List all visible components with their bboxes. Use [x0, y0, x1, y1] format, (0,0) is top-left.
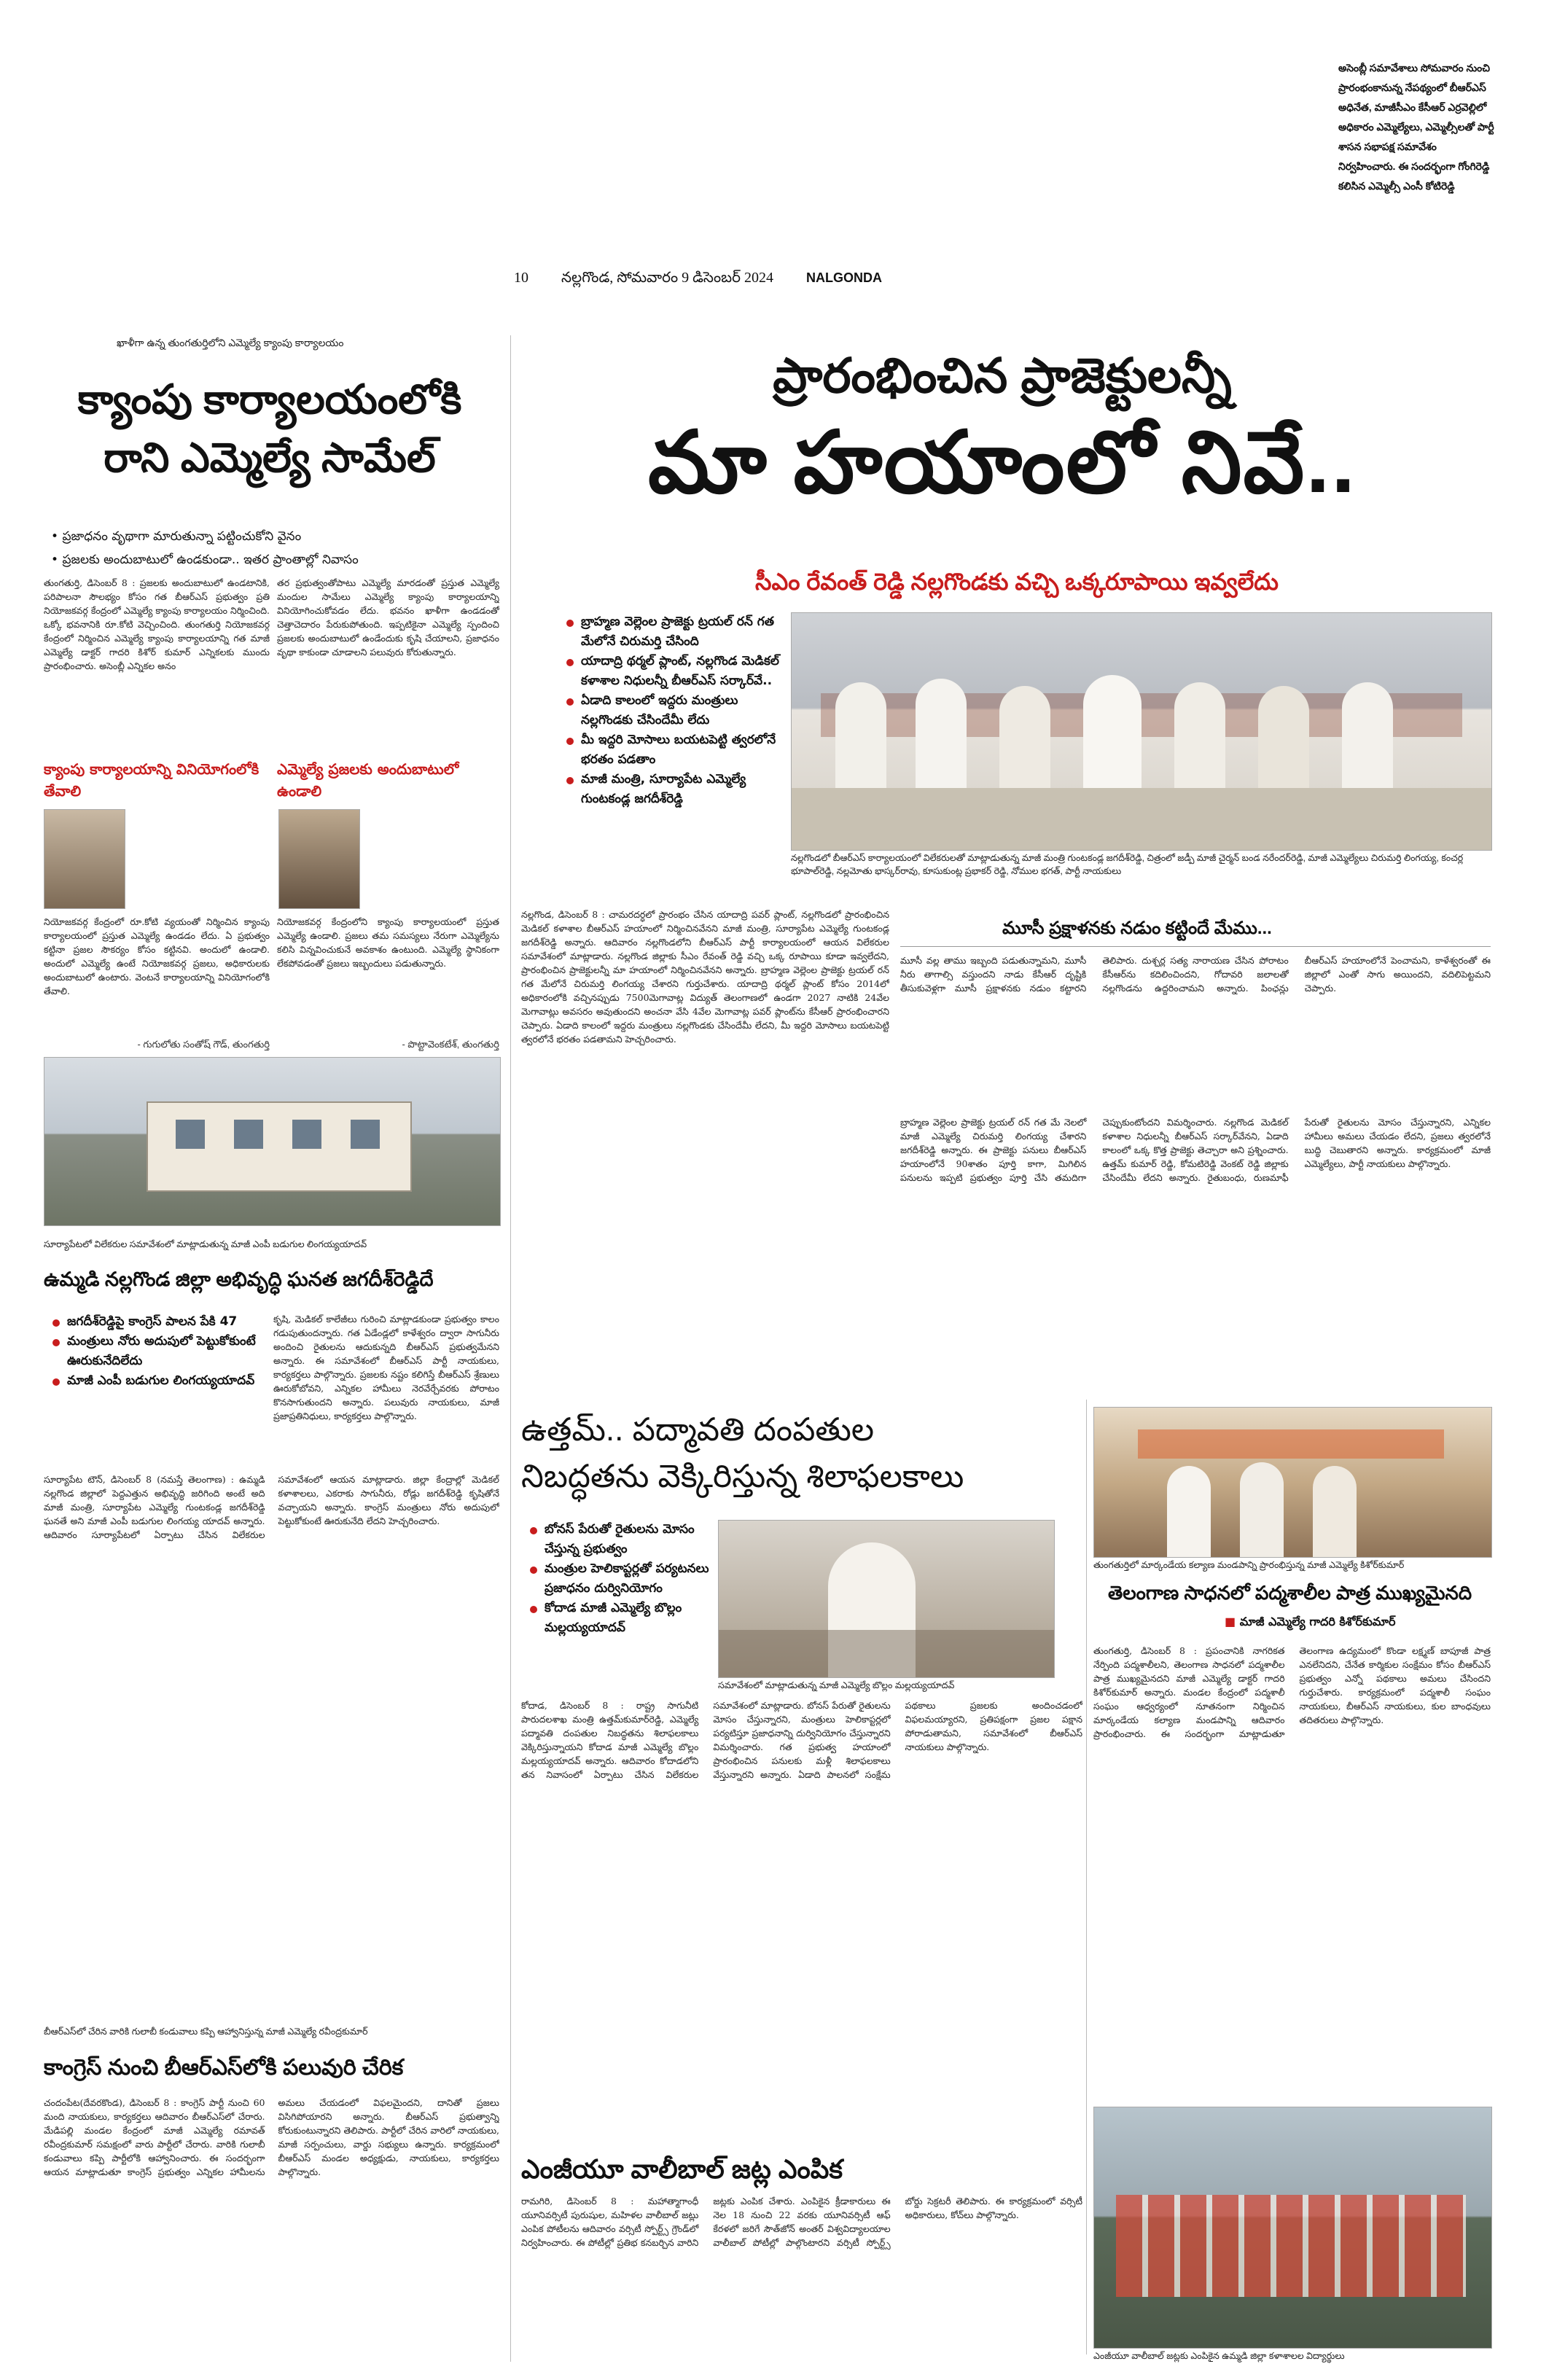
jagadish-kicker: సూర్యాపేటలో విలేకరుల సమావేశంలో మాట్లాడుతున్న మాజీ ఎంపీ బడుగుల లింగయ్యయాదవ్	[44, 1239, 367, 1249]
main-bullet: ఏడాది కాలంలో ఇద్దరు మంత్రులు నల్లగొండకు చేసిందేమీ లేదు	[565, 691, 784, 730]
camp-kicker: ఖాళీగా ఉన్న తుంగతుర్తిలోని ఎమ్మెల్యే క్యాంపు కార్యాలయం	[117, 337, 344, 348]
uttam-bullet: బోనస్ పేరుతో రైతులను మోసం చేస్తున్న ప్రభుత్వం	[528, 1520, 711, 1559]
camp-bullets	[51, 525, 503, 571]
jagadish-body2: కృషి, మెడికల్ కాలేజీలు గురించి మాట్లాడకుండా ప్రభుత్వం కాలం గడుపుతుందన్నారు. గత ఏడేండ్లలో కాళేశ్వరం ద్వారా సాగునీరు అందించి రైతులను ఆదుకున్నది బీఆర్ఎస్ ప్రభుత్వమేనని అన్నారు. ఈ సమావేశంలో బీఆర్ఎస్ పార్టీ నాయకులు, కార్యకర్తలు పాల్గొన్నారు. ప్రజలకు నష్టం కలిగిస్తే బీఆర్ఎస్ శ్రేణులు ఊరుకోబోవని, ఎన్నికల హామీలు నెరవేర్చేవరకు పోరాటం కొనసాగుతుందని అన్నారు. పలువురు నాయకులు, మాజీ ప్రజాప్రతినిధులు, కార్యకర్తలు పాల్గొన్నారు.	[273, 1314, 499, 1421]
uttam-bullet: మంత్రుల హెలికాప్టర్లతో పర్యటనలు ప్రజాధనం దుర్వినియోగం	[528, 1559, 711, 1599]
padmashali-title: తెలంగాణ సాధనలో పద్మశాలీల పాత్ర ముఖ్యమైనది	[1108, 1582, 1472, 1604]
jagadish-title: ఉమ్మడి నల్లగొండ జిల్లా అభివృద్ధి ఘనత జగదీశ్‌రెడ్డిదే	[44, 1268, 434, 1290]
main-bullet: బ్రాహ్మణ వెల్లెంల ప్రాజెక్టు ట్రయల్ రన్ గత మేలోనే చిరుమర్తి చేసింది	[565, 612, 784, 652]
edition-name: NALGONDA	[805, 270, 882, 285]
padmashali-photo	[1093, 1407, 1492, 1558]
column-divider	[510, 335, 511, 2362]
camp-bullet: • ప్రజలకు అందుబాటులో ఉండకుండా.. ఇతర ప్రాంతాల్లో నివాసం	[51, 553, 359, 567]
camp-opinion-right: నియోజకవర్గ కేంద్రంలోని క్యాంపు కార్యాలయంలో ప్రస్తుత ఎమ్మెల్యే ఉండాలి. ప్రజలు తమ సమస్యలు నేరుగా ఎమ్మెల్యేను కలిసి విన్నవించుకునే అవకాశం ఉంటుంది. ఎమ్మెల్యే స్థానికంగా లేకపోవడంతో ప్రజలు ఇబ్బందులు పడుతున్నారు.	[277, 916, 499, 969]
musi-body: మూసీ వల్ల తాము ఇబ్బంది పడుతున్నామని, మూసీ నీరు తాగాల్సి వస్తుందని నాడు కేసీఆర్ దృష్టికి తీసుకువెళ్లగా మూసీ ప్రక్షాళనకు నడుం కట్టారని తెలిపారు. దుశ్చర్ల సత్య నారాయణ చేసిన పోరాటం కేసీఆర్‌ను కదిలించిందని, గోదావరి జలాలతో నల్లగొండను ఉద్దరించామని అన్నారు. పింఛన్లు బీఆర్ఎస్ హయాంలోనే పెంచామని, కాళేశ్వరంతో ఈ జిల్లాలో ఎంతో సాగు అయిందని, వదిలిపెట్టమని చెప్పారు.	[900, 955, 1491, 994]
main-bullet: మాజీ మంత్రి, సూర్యాపేట ఎమ్మెల్యే గుంటకండ్ల జగదీశ్‌రెడ్డి	[565, 770, 784, 809]
camp-title-line2: రాని ఎమ్మెల్యే సామేల్	[104, 434, 436, 480]
uttam-title-line2: నిబద్ధతను వెక్కిరిస్తున్న శిలాఫలకాలు	[521, 1459, 964, 1494]
main-body-continued: బ్రాహ్మణ వెల్లెంల ప్రాజెక్టు ట్రయల్ రన్ గత మే నెలలో మాజీ ఎమ్మెల్యే చిరుమర్తి లింగయ్య చేశారని జగదీశ్‌రెడ్డి అన్నారు. ఈ ప్రాజెక్టు పనులు బీఆర్ఎస్ హయాంలోనే 90శాతం పూర్తి కాగా, మిగిలిన పనులను ఇప్పటి ప్రభుత్వం పూర్తి చేసి తమదిగా చెప్పుకుంటోందని విమర్శించారు. నల్లగొండ మెడికల్ కళాశాల నిధులన్నీ బీఆర్ఎస్ సర్కార్‌వేనని, ఏడాది కాలంలో ఒక్క కొత్త ప్రాజెక్టు తెచ్చారా అని ప్రశ్నించారు. ఉత్తమ్ కుమార్ రెడ్డి, కోమటిరెడ్డి వెంకట్ రెడ్డి జిల్లాకు చేసిందేమీ లేదని అన్నారు. రైతుబంధు, రుణమాఫీ పేరుతో రైతులను మోసం చేస్తున్నారని, ఎన్నికల హామీలు అమలు చేయడం లేదని, ప్రజలు త్వరలోనే బుద్ధి చెబుతారని అన్నారు. కార్యక్రమంలో మాజీ ఎమ్మెల్యేలు, పార్టీ నాయకులు పాల్గొన్నారు.	[900, 1117, 1491, 1183]
main-body: నల్లగొండ, డిసెంబర్ 8 : చామరదర్ధలో ప్రారంభం చేసిన యాదాద్రి పవర్ ప్లాంట్, నల్లగొండలో ప్రారంభించిన మెడికల్ కళాశాల బీఆర్ఎస్ హయాంలో నిర్మించినవేనని మాజీ మంత్రి, సూర్యాపేట ఎమ్మెల్యే గుంటకండ్ల జగదీశ్‌రెడ్డి అన్నారు. ఆదివారం నల్లగొండలోని బీఆర్ఎస్ పార్టీ కార్యాలయంలో ఆయన విలేకరుల సమావేశంలో మాట్లాడారు. నల్లగొండ జిల్లాకు సీఎం రేవంత్ రెడ్డి వచ్చి ఒక్క రూపాయి కూడా ఇవ్వలేదని, ప్రారంభించిన ప్రాజెక్టులన్నీ మా హయాంలో నిర్మించినవేనని అన్నారు. బ్రాహ్మణ వెల్లెంల ప్రాజెక్టు ట్రయల్ రన్ గత మేలోనే చిరుమర్తి లింగయ్య చేశారని గుర్తుచేశారు. యాదాద్రి థర్మల్ ప్లాంట్ కోసం 2014లో అధికారంలోకి వచ్చినప్పుడు 7500మెగావాట్ల విద్యుత్ తెలంగాణలో ఉండగా 2027 నాటికి 24వేల మెగావాట్లు అవసరం అవుతుందని అంచనా వేసి 4వేల మెగావాట్ల పవర్ ప్లాంట్‌ను కేసీఆర్ ప్రారంభించారని చెప్పారు. ఏడాది కాలంలో ఇద్దరు మంత్రులు నల్లగొండకు చేసిందేమీ లేదని, మీ ఇద్దరి మోసాలు బయటపెట్టి త్వరలోనే భరతం పడతామని హెచ్చరించారు.	[521, 909, 889, 1045]
page-number: 10	[514, 270, 528, 286]
main-photo-caption: నల్లగొండలో బీఆర్ఎస్ కార్యాలయంలో విలేకరులతో మాట్లాడుతున్న మాజీ మంత్రి గుంటకండ్ల జగదీశ్‌రెడ్డి, చిత్రంలో జడ్పీ మాజీ చైర్మన్ బండ నరేందర్‌రెడ్డి, మాజీ ఎమ్మెల్యేలు చిరుమర్తి లింగయ్య, కంచర్ల భూపాల్‌రెడ్డి, నల్లమోతు భాస్కర్‌రావు, కూసుకుంట్ల ప్రభాకర్ రెడ్డి, నోముల భగత్, పార్టీ నాయకులు	[791, 853, 1464, 876]
congress-title: కాంగ్రెస్ నుంచి బీఆర్ఎస్‌లోకి పలువురి చేరిక	[44, 2056, 404, 2080]
uttam-title	[521, 1407, 1075, 1500]
jagadish-bullet: మంత్రులు నోరు అదుపులో పెట్టుకోకుంటే ఊరుకునేదిలేదు	[51, 1332, 270, 1371]
jagadish-bullets	[51, 1312, 270, 1391]
main-title-line1: ప్రారంభించిన ప్రాజెక్టులన్నీ	[773, 348, 1232, 402]
camp-title-line1: క్యాంపు కార్యాలయంలోకి	[77, 376, 462, 422]
camp-bullet: • ప్రజాధనం వృథాగా మారుతున్నా పట్టించుకోని వైనం	[51, 529, 302, 544]
camp-photo-person1	[44, 809, 125, 909]
main-bullets	[565, 612, 784, 809]
column-divider	[1086, 1400, 1087, 2354]
padmashali-photo-caption: తుంగతుర్తిలో మార్కండేయ కల్యాణ మండపాన్ని ప్రారంభిస్తున్న మాజీ ఎమ్మెల్యే కిశోర్‌కుమార్	[1093, 1560, 1405, 1570]
volley-title: ఎంజీయూ వాలీబాల్ జట్ల ఎంపిక	[521, 2154, 843, 2184]
volley-body: రామగిరి, డిసెంబర్ 8 : మహాత్మాగాంధీ యూనివర్సిటీ పురుషుల, మహిళల వాలీబాల్ జట్లు ఎంపిక పోటీలను ఆదివారం వర్సిటీ స్పోర్ట్స్ గ్రౌండ్‌లో నిర్వహించారు. ఈ పోటీల్లో ప్రతిభ కనబర్చిన వారిని జట్లకు ఎంపిక చేశారు. ఎంపికైన క్రీడాకారులు ఈ నెల 18 నుంచి 22 వరకు యూనివర్సిటీ ఆఫ్ కేరళలో జరిగే సౌత్‌జోన్ అంతర్ విశ్వవిద్యాలయాల వాలీబాల్ పోటీల్లో పాల్గొంటారని వర్సిటీ స్పోర్ట్స్ బోర్డు సెక్రటరీ తెలిపారు. ఈ కార్యక్రమంలో వర్సిటీ అధికారులు, కోచ్‌లు పాల్గొన్నారు.	[521, 2196, 1082, 2248]
camp-para1: తుంగతుర్తి, డిసెంబర్ 8 : ప్రజలకు అందుబాటులో ఉండటానికి, పరిపాలనా సౌలభ్యం కోసం గత బీఆర్ఎస్ ప్రభుత్వం ప్రతి నియోజకవర్గ కేంద్రంలో ఎమ్మెల్యే క్యాంపు కార్యాలయం నిర్మించింది. ఒక్కో భవనానికి రూ.కోటి వెచ్చించింది. తుంగతుర్తి నియోజకవర్గ కేంద్రంలో నిర్మించిన ఎమ్మెల్యే క్యాంపు కార్యాలయాన్ని గత మాజీ ఎమ్మెల్యే డాక్టర్ గాదరి కిశోర్ కుమార్ ఎన్నికలకు ముందు ప్రారంభించారు. అసెంబ్లీ ఎన్నికల అనం	[44, 577, 270, 671]
uttam-body: కోదాడ, డిసెంబర్ 8 : రాష్ట్ర సాగునీటి పారుదలశాఖ మంత్రి ఉత్తమ్‌కుమార్‌రెడ్డి, ఎమ్మెల్యే పద్మావతి దంపతుల నిబద్ధతను శిలాఫలకాలు వెక్కిరిస్తున్నాయని కోదాడ మాజీ ఎమ్మెల్యే బొల్లం మల్లయ్యయాదవ్ అన్నారు. ఆదివారం కోదాడలోని తన నివాసంలో ఏర్పాటు చేసిన విలేకరుల సమావేశంలో మాట్లాడారు. బోనస్ పేరుతో రైతులను మోసం చేస్తున్నారని, మంత్రులు హెలికాప్టర్లలో పర్యటిస్తూ ప్రజాధనాన్ని దుర్వినియోగం చేస్తున్నారని విమర్శించారు. గత ప్రభుత్వ హయాంలో ప్రారంభించిన పనులకు మళ్లీ శిలాఫలకాలు వేస్తున్నారని అన్నారు. ఏడాది పాలనలో సంక్షేమ పథకాలు ప్రజలకు అందించడంలో విఫలమయ్యారని, ప్రతిపక్షంగా ప్రజల పక్షాన పోరాడుతామని, సమావేశంలో బీఆర్ఎస్ నాయకులు పాల్గొన్నారు.	[521, 1700, 1082, 1780]
camp-photo-person2	[278, 809, 360, 909]
jagadish-bullet: జగదీశ్‌రెడ్డిపై కాంగ్రెస్ పాలన పేకి 47	[51, 1312, 270, 1332]
camp-title	[44, 370, 496, 487]
uttam-bullet: కోదాడ మాజీ ఎమ్మెల్యే బొల్లం మల్లయ్యయాదవ్	[528, 1599, 711, 1638]
padmashali-body: తుంగతుర్తి, డిసెంబర్ 8 : ప్రపంచానికి నాగరికత నేర్పింది పద్మశాలీలని, తెలంగాణ సాధనలో పద్మశాలీల పాత్ర ముఖ్యమైనదని మాజీ ఎమ్మెల్యే డాక్టర్ గాదరి కిశోర్‌కుమార్ అన్నారు. మండల కేంద్రంలో పద్మశాలీ సంఘం ఆధ్వర్యంలో నూతనంగా నిర్మించిన మార్కండేయ కల్యాణ మండపాన్ని ఆదివారం ప్రారంభించారు. ఈ సందర్భంగా మాట్లాడుతూ తెలంగాణ ఉద్యమంలో కొండా లక్ష్మణ్ బాపూజీ పాత్ర ఎనలేనిదని, చేనేత కార్మికుల సంక్షేమం కోసం బీఆర్ఎస్ ప్రభుత్వం ఎన్నో పథకాలు అమలు చేసిందని గుర్తుచేశారు. కార్యక్రమంలో పద్మశాలీ సంఘం నాయకులు, బీఆర్ఎస్ నాయకులు, కుల బాంధవులు తదితరులు పాల్గొన్నారు.	[1093, 1645, 1491, 1739]
volley-photo-caption: ఎంజీయూ వాలీబాల్ జట్లకు ఎంపికైన ఉమ్మడి జిల్లా కళాశాలల విద్యార్థులు	[1093, 2351, 1345, 2361]
date-line: నల్లగొండ, సోమవారం 9 డిసెంబర్ 2024	[561, 270, 773, 286]
main-title-line2: మా హయాంలో నివే..	[647, 415, 1357, 511]
uttam-bullets	[528, 1520, 711, 1638]
jagadish-body: సూర్యాపేట టౌన్, డిసెంబర్ 8 (నమస్తే తెలంగాణ) : ఉమ్మడి నల్లగొండ జిల్లాలో పెద్దఎత్తున అభివృద్ధి జరిగింది అంటే అది మాజీ మంత్రి, సూర్యాపేట ఎమ్మెల్యే గుంటకండ్ల జగదీశ్‌రెడ్డి ఘనతే అని మాజీ ఎంపీ బడుగుల లింగయ్య యాదవ్ అన్నారు. ఆదివారం సూర్యాపేటలో ఏర్పాటు చేసిన విలేకరుల సమావేశంలో ఆయన మాట్లాడారు. జిల్లా కేంద్రాల్లో మెడికల్ కళాశాలలు, ఎకరాకు సాగునీరు, రోడ్లు జగదీశ్‌రెడ్డి కృషితోనే వచ్చాయని అన్నారు. కాంగ్రెస్ మంత్రులు నోరు అదుపులో పెట్టుకోకుంటే ఊరుకునేది లేదని హెచ్చరించారు.	[44, 1474, 499, 1540]
uttam-title-line1: ఉత్తమ్.. పద్మావతి దంపతుల	[521, 1412, 875, 1448]
musi-rule	[900, 946, 1491, 947]
congress-kicker: బీఆర్ఎస్‌లో చేరిన వారికి గులాబీ కండువాలు కప్పి ఆహ్వానిస్తున్న మాజీ ఎమ్మెల్యే రవీంద్రకుమార్	[44, 2026, 368, 2037]
main-bullet: యాదాద్రి థర్మల్ ప్లాంట్, నల్లగొండ మెడికల్ కళాశాల నిధులన్నీ బీఆర్ఎస్ సర్కార్‌వే..	[565, 652, 784, 691]
masthead	[514, 270, 1316, 294]
camp-office-photo	[44, 1057, 501, 1226]
camp-subhead-left: క్యాంపు కార్యాలయాన్ని వినియోగంలోకి తేవాలి	[44, 760, 260, 800]
uttam-photo-caption: సమావేశంలో మాట్లాడుతున్న మాజీ ఎమ్మెల్యే బొల్లం మల్లయ్యయాదవ్	[718, 1680, 955, 1690]
camp-opinion-right-byline: - పొట్టావెంకటేశ్, తుంగతుర్తి	[402, 1039, 499, 1050]
camp-opinion-left: నియోజకవర్గ కేంద్రంలో రూ.కోటి వ్యయంతో నిర్మించిన క్యాంపు కార్యాలయంలో ప్రస్తుత ఎమ్మెల్యే ఉండడం లేదు. ఏ ప్రభుత్వం కట్టినా ప్రజల సౌకర్యం కోసం కట్టినవి. అందులో ఉండాలి. అందులో ఎమ్మెల్యే ఉంటే నియోజకవర్గ ప్రజలు, అధికారులకు అందుబాటులో ఉంటారు. వెంటనే కార్యాలయాన్ని వినియోగంలోకి తేవాలి.	[44, 916, 270, 996]
volley-photo	[1093, 2107, 1492, 2349]
camp-subhead-right: ఎమ్మెల్యే ప్రజలకు అందుబాటులో ఉండాలి	[277, 760, 459, 800]
camp-opinion-left-byline: - గుగులోతు సంతోష్ గౌడ్, తుంగతుర్తి	[137, 1039, 270, 1050]
side-note: అసెంబ్లీ సమావేశాలు సోమవారం నుంచి ప్రారంభంకానున్న నేపథ్యంలో బీఆర్ఎస్ అధినేత, మాజీసీఎం కేసీఆర్ ఎర్రవెల్లిలో అధికారం ఎమ్మెల్యేలు, ఎమ్మెల్సీలతో పార్టీ శాసన సభాపక్ష సమావేశం నిర్వహించారు. ఈ సందర్భంగా గోంగిరెడ్డి కలిసిన ఎమ్మెల్సీ ఎంసీ కోటిరెడ్డి	[1338, 62, 1494, 192]
padmashali-byline: ■ మాజీ ఎమ్మెల్యే గాదరి కిశోర్‌కుమార్	[1225, 1615, 1396, 1628]
press-meet-photo	[791, 612, 1492, 851]
jagadish-bullet: మాజీ ఎంపీ బడుగుల లింగయ్యయాదవ్	[51, 1371, 270, 1391]
main-bullet: మీ ఇద్దరి మోసాలు బయటపెట్టి త్వరలోనే భరతం పడతాం	[565, 730, 784, 770]
uttam-photo	[718, 1520, 1055, 1678]
camp-para2: తర ప్రభుత్వంతోపాటు ఎమ్మెల్యే మారడంతో ప్రస్తుత ఎమ్మెల్యే మందుల సామేలు ఎమ్మెల్యే క్యాంపు కార్యాలయాన్ని వినియోగించుకోవడం లేదు. భవనం ఖాళీగా ఉండడంతో చెత్తాచెదారం పేరుకుపోతుంది. ఇప్పటికైనా ఎమ్మెల్యే స్పందించి ప్రజలకు అందుబాటులో ఉండేందుకు కృషి చేయాలని, ప్రజాధనం వృథా కాకుండా చూడాలని పలువురు కోరుతున్నారు.	[277, 577, 499, 658]
congress-body: చందంపేట(దేవరకొండ), డిసెంబర్ 8 : కాంగ్రెస్ పార్టీ నుంచి 60 మంది నాయకులు, కార్యకర్తలు ఆదివారం బీఆర్ఎస్‌లో చేరారు. మేడిపల్లి మండల కేంద్రంలో మాజీ ఎమ్మెల్యే రమావత్ రవీంద్రకుమార్ సమక్షంలో వారు పార్టీలో చేరారు. వారికి గులాబీ కండువాలు కప్పి పార్టీలోకి ఆహ్వానించారు. ఈ సందర్భంగా ఆయన మాట్లాడుతూ కాంగ్రెస్ ప్రభుత్వం ఎన్నికల హామీలను అమలు చేయడంలో విఫలమైందని, దానితో ప్రజలు విసిగిపోయారని అన్నారు. బీఆర్ఎస్ ప్రభుత్వాన్ని కోరుకుంటున్నారని తెలిపారు. పార్టీలో చేరిన వారిలో నాయకులు, మాజీ సర్పంచులు, వార్డు సభ్యులు ఉన్నారు. కార్యక్రమంలో బీఆర్ఎస్ మండల అధ్యక్షుడు, నాయకులు, కార్యకర్తలు పాల్గొన్నారు.	[44, 2097, 499, 2177]
main-subtitle: సీఎం రేవంత్ రెడ్డి నల్లగొండకు వచ్చి ఒక్కరూపాయి ఇవ్వలేదు	[755, 569, 1279, 595]
musi-subhead: మూసీ ప్రక్షాళనకు నడుం కట్టిందే మేము...	[1002, 918, 1272, 938]
